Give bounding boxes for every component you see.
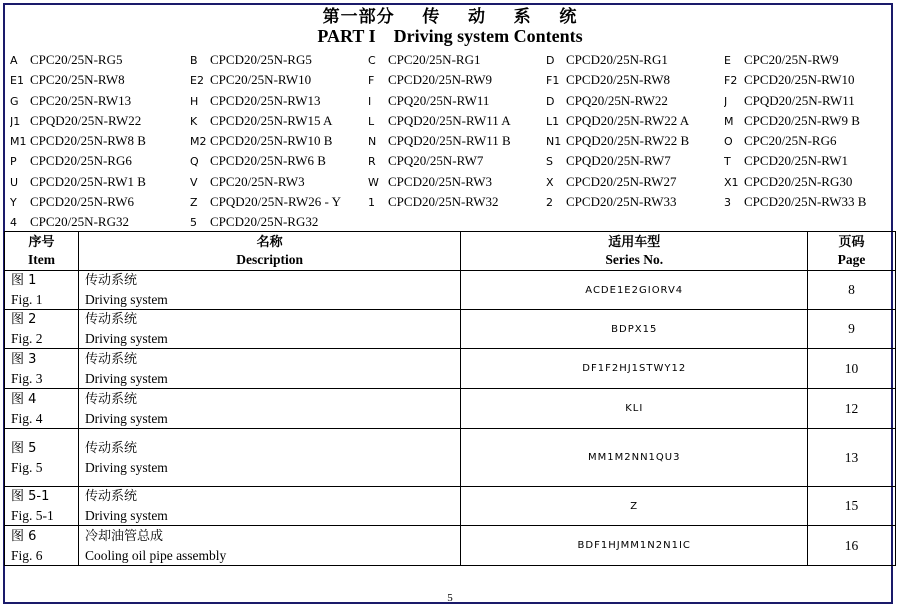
series-cell: ACDE1E2GIORV4 (461, 271, 808, 310)
table-header-row (5, 232, 896, 271)
description-cell (78, 429, 460, 487)
code-legend-item (368, 72, 546, 92)
page-title-chinese: 第一部分 传 动 系 统 (322, 7, 578, 27)
code-legend-item (10, 72, 190, 92)
code-model: CPCD20/25N-RW8 (566, 72, 671, 88)
item-en: Fig. 5 (11, 459, 43, 475)
series-cell: BDF1HJMM1N2N1IC (461, 526, 808, 566)
code-marker: F (368, 74, 375, 88)
code-marker: B (190, 54, 198, 67)
code-model: CPCD20/25N-RW10 B (210, 133, 333, 149)
description-cn: 传动系统 (84, 489, 137, 504)
code-marker: E2 (190, 74, 204, 88)
code-marker: M2 (190, 135, 207, 149)
code-legend-item (190, 113, 368, 133)
header-item-en: Item (27, 252, 55, 267)
code-marker: W (368, 175, 379, 189)
series-cell: Z (461, 487, 808, 526)
code-model: CPCD20/25N-RG6 (30, 153, 132, 169)
code-legend-item (724, 133, 870, 153)
table-row (5, 271, 896, 310)
table-row (5, 389, 896, 429)
item-cell (5, 526, 79, 566)
code-marker: J (724, 94, 728, 108)
code-model: CPCD20/25N-RG5 (210, 52, 312, 67)
item-cell (5, 389, 79, 429)
code-legend-item (10, 133, 190, 153)
code-marker: K (190, 114, 198, 128)
code-legend-item (546, 133, 724, 153)
code-model: CPCD20/25N-RW1 (744, 153, 849, 169)
code-model: CPCD20/25N-RW3 (388, 173, 493, 189)
series-cell: DF1F2HJ1STWY12 (461, 349, 808, 389)
code-model: CPC20/25N-RW10 (210, 72, 312, 88)
item-cn: 图 5 (11, 440, 37, 456)
code-legend-item (10, 52, 190, 72)
item-en: Fig. 3 (11, 370, 43, 386)
description-cn: 传动系统 (84, 312, 137, 327)
code-model: CPQD20/25N-RW22 B (566, 133, 690, 149)
code-model: CPQD20/25N-RW11 (744, 92, 855, 108)
description-en: Driving system (84, 370, 168, 386)
series-code-legend (10, 52, 890, 235)
description-en: Driving system (84, 410, 168, 426)
description-cell (78, 389, 460, 429)
code-model: CPCD20/25N-RW6 (30, 194, 135, 210)
code-legend-item (546, 52, 724, 72)
code-marker: 2 (546, 196, 553, 210)
code-marker: L1 (546, 114, 560, 128)
code-legend-item (10, 113, 190, 133)
code-marker: V (190, 175, 198, 189)
code-model: CPCD20/25N-RW33 (566, 194, 677, 210)
header-item (5, 232, 79, 271)
header-page-cn: 页码 (838, 235, 865, 250)
code-model: CPC20/25N-RW13 (30, 92, 132, 108)
code-model: CPQD20/25N-RW7 (566, 153, 671, 169)
code-marker: F1 (546, 74, 560, 88)
page-cell: 8 (808, 271, 896, 310)
code-model: CPCD20/25N-RW10 (744, 72, 855, 88)
header-page (808, 232, 896, 271)
description-en: Driving system (84, 459, 168, 475)
item-en: Fig. 6 (11, 547, 43, 563)
code-legend-item (10, 153, 190, 173)
description-cell (78, 310, 460, 349)
code-model: CPCD20/25N-RW8 B (30, 133, 146, 149)
header-page-en: Page (837, 252, 866, 267)
code-model: CPQ20/25N-RW11 (388, 92, 490, 108)
page-cell: 13 (808, 429, 896, 487)
description-cn: 传动系统 (84, 391, 137, 407)
page-number: 5 (447, 592, 453, 604)
code-marker: M (724, 114, 734, 128)
item-en: Fig. 2 (11, 331, 43, 346)
page-cell: 10 (808, 349, 896, 389)
code-model: CPC20/25N-RG1 (388, 52, 481, 67)
item-cell (5, 487, 79, 526)
code-legend-item (190, 194, 368, 214)
description-cell (78, 487, 460, 526)
code-marker: U (10, 175, 19, 189)
code-legend-item (190, 72, 368, 92)
description-cell (78, 271, 460, 310)
page-cell: 16 (808, 526, 896, 566)
code-marker: E (724, 54, 731, 67)
description-cell (78, 349, 460, 389)
page-cell: 9 (808, 310, 896, 349)
description-en: Driving system (84, 331, 168, 346)
code-model: CPQ20/25N-RW7 (388, 153, 484, 169)
code-model: CPCD20/25N-RW27 (566, 173, 677, 189)
header-item-cn: 序号 (28, 235, 55, 250)
item-cn: 图 3 (11, 351, 37, 367)
item-cell (5, 271, 79, 310)
code-legend-item (724, 153, 870, 173)
item-cn: 图 5-1 (11, 489, 50, 504)
code-model: CPC20/25N-RG5 (30, 52, 123, 67)
header-description (78, 232, 460, 271)
code-model: CPCD20/25N-RW33 B (744, 194, 867, 210)
page-title-english: PART I Driving system Contents (317, 26, 583, 46)
code-legend-item (368, 93, 546, 113)
code-marker: C (368, 54, 376, 67)
description-en: Cooling oil pipe assembly (84, 547, 227, 563)
code-legend-item (368, 174, 546, 194)
code-legend-item (10, 93, 190, 113)
item-cn: 图 2 (11, 312, 37, 327)
code-legend-item (190, 153, 368, 173)
header-series (461, 232, 808, 271)
code-marker: N1 (546, 135, 562, 149)
code-marker: T (724, 155, 731, 169)
item-cn: 图 4 (11, 391, 37, 407)
code-legend-item (724, 174, 870, 194)
table-row (5, 526, 896, 566)
code-model: CPC20/25N-RW8 (30, 72, 125, 88)
header-series-en: Series No. (605, 252, 664, 267)
code-model: CPC20/25N-RG6 (744, 133, 837, 149)
code-legend-item (724, 52, 870, 72)
code-marker: 3 (724, 196, 731, 210)
code-model: CPCD20/25N-RW15 A (210, 112, 333, 128)
code-marker: I (368, 94, 372, 108)
item-en: Fig. 1 (11, 292, 43, 307)
code-marker: L (368, 114, 375, 128)
code-marker: 1 (368, 196, 375, 210)
code-marker: S (546, 155, 553, 169)
code-marker: P (10, 155, 17, 169)
code-legend-item (368, 113, 546, 133)
code-model: CPCD20/25N-RW13 (210, 92, 321, 108)
header-description-en: Description (236, 252, 304, 267)
series-cell: BDPX15 (461, 310, 808, 349)
code-model: CPCD20/25N-RW6 B (210, 153, 326, 169)
code-legend-item (190, 52, 368, 72)
code-marker: F2 (724, 74, 738, 88)
item-cell (5, 429, 79, 487)
code-model: CPQD20/25N-RW22 A (566, 112, 690, 128)
code-marker: 5 (190, 216, 197, 230)
item-cell (5, 310, 79, 349)
code-model: CPC20/25N-RW9 (744, 52, 839, 67)
code-marker: X (546, 175, 554, 189)
code-marker: Z (190, 196, 198, 210)
code-model: CPCD20/25N-RW9 (388, 72, 493, 88)
code-legend-item (724, 72, 870, 92)
code-legend-item (546, 93, 724, 113)
code-model: CPQD20/25N-RW22 (30, 112, 142, 128)
code-model: CPCD20/25N-RW32 (388, 194, 499, 210)
page-cell: 12 (808, 389, 896, 429)
code-model: CPCD20/25N-RG32 (210, 214, 319, 230)
table-row (5, 310, 896, 349)
description-cn: 传动系统 (84, 440, 137, 456)
code-legend-item (546, 72, 724, 92)
code-model: CPCD20/25N-RW9 B (744, 112, 860, 128)
description-en: Driving system (84, 292, 168, 307)
description-cn: 传动系统 (84, 351, 137, 367)
code-marker: N (368, 135, 377, 149)
code-marker: D (546, 94, 555, 108)
code-legend-item (368, 194, 546, 214)
code-model: CPC20/25N-RW3 (210, 173, 305, 189)
code-legend-item (724, 113, 870, 133)
item-cn: 图 6 (11, 528, 37, 544)
code-legend-item (368, 52, 546, 72)
code-marker: G (10, 94, 19, 108)
code-marker: O (724, 135, 733, 149)
code-legend-item (546, 194, 724, 214)
code-marker: Q (190, 155, 199, 169)
code-legend-item (546, 153, 724, 173)
header-description-cn: 名称 (256, 235, 283, 250)
code-marker: Y (10, 196, 17, 210)
code-marker: H (190, 94, 199, 108)
code-model: CPQD20/25N-RW26 - Y (210, 194, 341, 210)
description-en: Driving system (84, 508, 168, 523)
code-legend-item (724, 93, 870, 113)
code-marker: A (10, 54, 18, 67)
code-legend-item (10, 174, 190, 194)
item-en: Fig. 4 (11, 410, 43, 426)
item-cell (5, 349, 79, 389)
code-model: CPCD20/25N-RG1 (566, 52, 668, 67)
code-legend-item (724, 194, 870, 214)
code-model: CPQD20/25N-RW11 A (388, 112, 511, 128)
code-legend-item (368, 153, 546, 173)
code-model: CPQ20/25N-RW22 (566, 92, 668, 108)
code-marker: M1 (10, 135, 27, 149)
code-marker: 4 (10, 216, 17, 230)
description-cell (78, 526, 460, 566)
code-marker: X1 (724, 175, 739, 189)
code-model: CPC20/25N-RG32 (30, 214, 129, 230)
table-row (5, 349, 896, 389)
code-model: CPQD20/25N-RW11 B (388, 133, 511, 149)
code-marker: E1 (10, 74, 24, 88)
header-series-cn: 适用车型 (608, 235, 661, 250)
description-cn: 传动系统 (84, 273, 137, 288)
table-row (5, 429, 896, 487)
code-legend-item (368, 133, 546, 153)
code-marker: D (546, 54, 555, 67)
code-legend-item (546, 174, 724, 194)
item-cn: 图 1 (11, 273, 37, 288)
code-marker: R (368, 155, 376, 169)
code-model: CPCD20/25N-RG30 (744, 173, 853, 189)
code-legend-item (190, 93, 368, 113)
series-cell: KLI (461, 389, 808, 429)
code-legend-item (190, 174, 368, 194)
description-cn: 冷却油管总成 (84, 528, 163, 544)
table-row (5, 487, 896, 526)
code-legend-item (546, 113, 724, 133)
contents-table (4, 231, 896, 566)
code-marker: J1 (10, 114, 21, 128)
item-en: Fig. 5-1 (11, 508, 54, 523)
code-legend-item (190, 133, 368, 153)
series-cell: MM1M2NN1QU3 (461, 429, 808, 487)
code-model: CPCD20/25N-RW1 B (30, 173, 146, 189)
page-cell: 15 (808, 487, 896, 526)
code-legend-item (10, 194, 190, 214)
